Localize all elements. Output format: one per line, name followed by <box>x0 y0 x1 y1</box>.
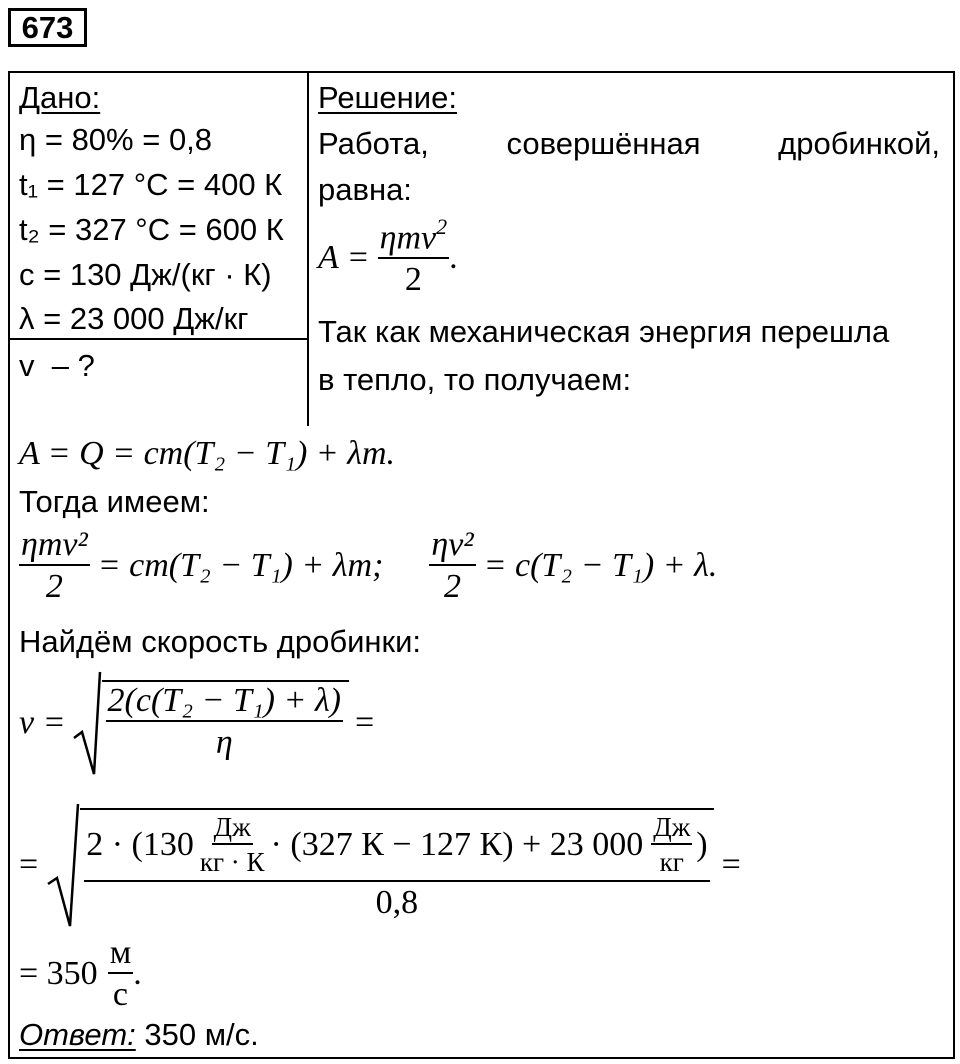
sqrt-sign <box>46 800 80 930</box>
given-line: t₁ = 127 °C = 400 К <box>19 167 283 202</box>
fraction <box>429 528 475 604</box>
formula-rhs: = cm(T₂ − T₁) + λm; <box>97 547 384 584</box>
unit-numerator: м <box>108 936 134 974</box>
fraction-denominator: 0,8 <box>375 884 419 921</box>
fraction <box>106 684 343 760</box>
answer-label: Ответ: <box>19 1017 136 1052</box>
given-line: λ = 23 000 Дж/кг <box>19 301 249 336</box>
formula-tail: = <box>721 846 741 883</box>
sqrt-sign <box>72 668 102 778</box>
unit-denominator: кг · К <box>199 847 265 877</box>
sqrt-body <box>102 680 349 760</box>
formula-tail: = <box>355 704 375 741</box>
column-divider <box>307 71 309 426</box>
given-divider <box>8 338 308 340</box>
formula-work <box>318 214 458 299</box>
numerator-part: · (327 К − 127 К) + 23 000 <box>270 826 644 863</box>
solution-text-line: равна: <box>318 172 412 207</box>
answer-line <box>19 1019 259 1050</box>
unit-numerator: Дж <box>651 814 692 845</box>
given-line: t₂ = 327 °C = 600 К <box>19 212 284 247</box>
solution-text-line <box>318 128 940 159</box>
fraction-numerator <box>84 814 709 882</box>
solution-text-line: Так как механическая энергия перешла <box>318 314 890 349</box>
formula-result <box>19 936 142 1012</box>
fraction <box>378 214 450 299</box>
word: совершённая <box>506 126 701 161</box>
answer-value: 350 м/с. <box>144 1017 259 1052</box>
formula-tail: . <box>133 955 142 992</box>
fraction-numerator: 2(c(T₂ − T₁) + λ) <box>106 684 343 722</box>
formula-lhs: = 350 <box>19 955 98 992</box>
formula-energy: A = Q = cm(T₂ − T₁) + λm. <box>19 435 396 472</box>
formula-lhs: A = <box>318 238 370 276</box>
unit-fraction <box>108 936 134 1012</box>
formula-substitution <box>19 800 741 930</box>
formula-velocity <box>19 668 374 778</box>
fraction-numerator: ηmv² <box>19 528 90 566</box>
fraction-numerator: ηv² <box>429 528 475 566</box>
given-line: η = 80% = 0,8 <box>19 122 213 157</box>
fraction-denominator: 2 <box>404 261 422 299</box>
unit-numerator: Дж <box>212 814 253 845</box>
unit-fraction <box>651 814 692 876</box>
numerator-part: ) <box>696 826 708 863</box>
fraction-denominator: 2 <box>443 568 461 605</box>
solution-header: Решение: <box>318 80 457 115</box>
sqrt-body <box>80 808 713 920</box>
formula-tail: . <box>449 238 458 276</box>
fraction-numerator <box>378 214 450 259</box>
numerator-part: 2 · (130 <box>86 826 194 863</box>
given-header: Дано: <box>19 80 101 115</box>
fraction-denominator: 2 <box>45 568 63 605</box>
given-line: c = 130 Дж/(кг · К) <box>19 257 272 292</box>
numerator-text: ηmv <box>379 219 437 257</box>
formula-lhs: = <box>19 846 39 883</box>
fraction <box>84 814 709 920</box>
unit-denominator: кг <box>659 847 684 877</box>
fraction <box>19 528 90 604</box>
word: Работа, <box>318 126 429 161</box>
find-line: v – ? <box>19 348 95 383</box>
formula-lhs: v = <box>19 704 66 741</box>
solution-text-line: Тогда имеем: <box>19 484 210 519</box>
solution-text-line: в тепло, то получаем: <box>318 362 632 397</box>
formula-rhs: = c(T₂ − T₁) + λ. <box>483 547 718 584</box>
unit-denominator: с <box>112 976 128 1013</box>
word: дробинкой, <box>778 126 940 161</box>
problem-number: 673 <box>8 8 87 47</box>
solution-text-line: Найдём скорость дробинки: <box>19 624 422 659</box>
exponent: 2 <box>436 214 448 239</box>
fraction-denominator: η <box>215 724 233 761</box>
unit-fraction <box>200 814 265 876</box>
formula-balance <box>19 528 717 604</box>
